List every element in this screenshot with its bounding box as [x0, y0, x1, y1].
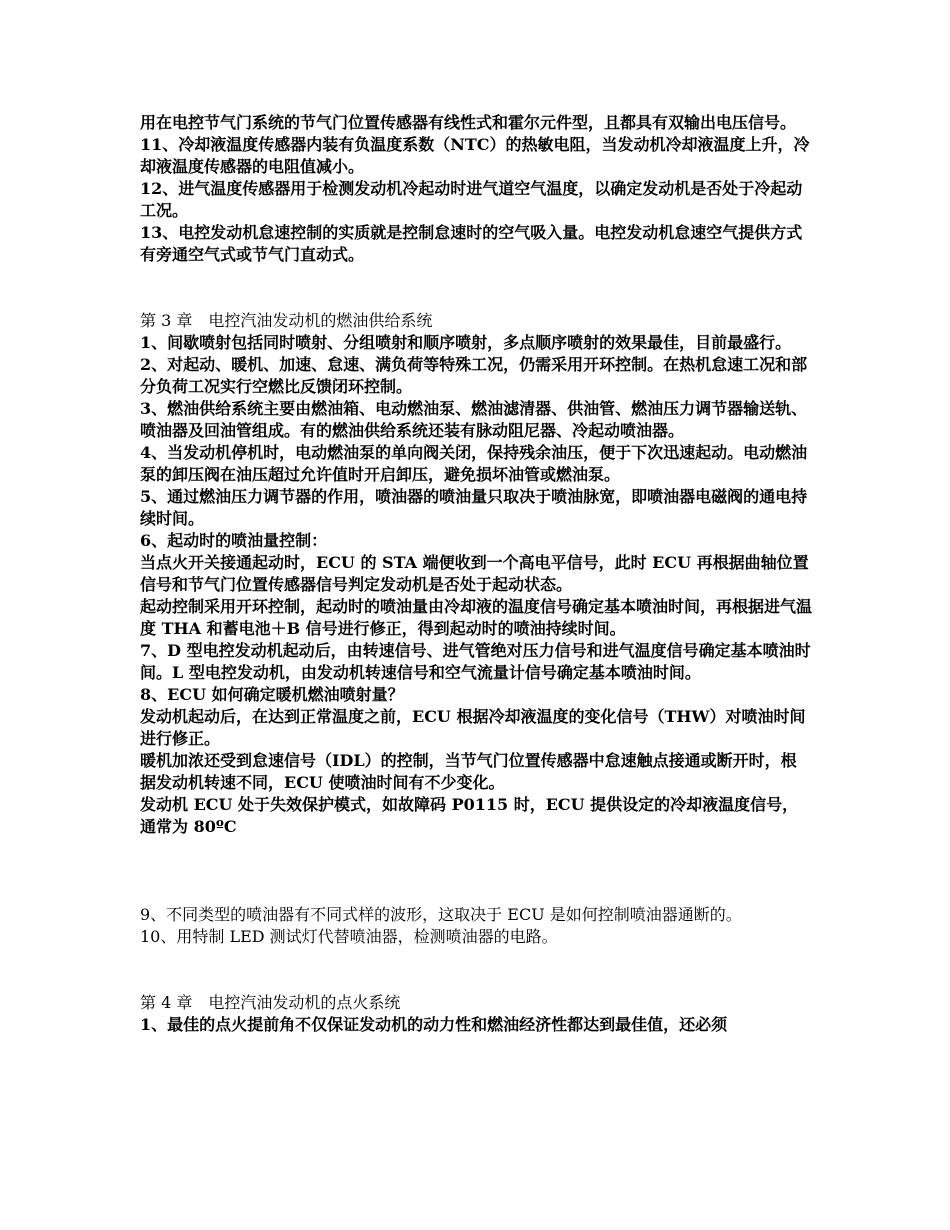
ch3-item-8-detail-a: 发动机起动后，在达到正常温度之前，ECU 根据冷却液温度的变化信号（THW）对喷油时间进行修正。 — [140, 707, 806, 748]
paragraph-item-13: 13、电控发动机怠速控制的实质就是控制怠速时的空气吸入量。电控发动机怠速空气提供方式有旁通空气式或节气门直动式。 — [140, 223, 803, 264]
ch3-item-9: 9、不同类型的喷油器有不同式样的波形，这取决于 ECU 是如何控制喷油器通断的。 — [140, 905, 742, 924]
spacer — [140, 948, 812, 992]
document-page — [140, 112, 812, 1036]
paragraph-item-12: 12、进气温度传感器用于检测发动机冷起动时进气道空气温度，以确定发动机是否处于冷起动工况。 — [140, 179, 803, 220]
spacer — [140, 266, 812, 310]
ch3-item-6-detail-a: 当点火开关接通起动时，ECU 的 STA 端便收到一个高电平信号，此时 ECU 再根据曲轴位置信号和节气门位置传感器信号判定发动机是否处于起动状态。 — [140, 553, 809, 594]
ch3-item-6: 6、起动时的喷油量控制： — [140, 531, 328, 550]
spacer — [140, 838, 812, 904]
chapter-4-heading: 第 4 章 电控汽油发动机的点火系统 — [140, 993, 401, 1012]
paragraph-item-11: 11、冷却液温度传感器内装有负温度系数（NTC）的热敏电阻，当发动机冷却液温度上升，冷却液温度传感器的电阻值减小。 — [140, 135, 810, 176]
paragraph-throttle-sensor: 用在电控节气门系统的节气门位置传感器有线性式和霍尔元件型，且都具有双输出电压信号。 — [140, 113, 797, 132]
ch3-item-2: 2、对起动、暖机、加速、怠速、满负荷等特殊工况，仍需采用开环控制。在热机怠速工况和部分负荷工况实行空燃比反馈闭环控制。 — [140, 355, 808, 396]
ch3-item-8-detail-c: 发动机 ECU 处于失效保护模式，如故障码 P0115 时，ECU 提供设定的冷却液温度信号，通常为 80ºC — [140, 795, 799, 836]
ch3-item-5: 5、通过燃油压力调节器的作用，喷油器的喷油量只取决于喷油脉宽，即喷油器电磁阀的通电持续时间。 — [140, 487, 808, 528]
ch3-item-8-detail-b: 暖机加浓还受到怠速信号（IDL）的控制，当节气门位置传感器中怠速触点接通或断开时，根据发动机转速不同，ECU 使喷油时间有不少变化。 — [140, 751, 797, 792]
ch3-item-6-detail-b: 起动控制采用开环控制，起动时的喷油量由冷却液的温度信号确定基本喷油时间，再根据进气温度 THA 和蓄电池＋B 信号进行修正，得到起动时的喷油持续时间。 — [140, 597, 813, 638]
ch3-item-3: 3、燃油供给系统主要由燃油箱、电动燃油泵、燃油滤清器、供油管、燃油压力调节器输送轨、喷油器及回油管组成。有的燃油供给系统还装有脉动阻尼器、冷起动喷油器。 — [140, 399, 808, 440]
ch3-item-4: 4、当发动机停机时，电动燃油泵的单向阀关闭，保持残余油压，便于下次迅速起动。电动燃油泵的卸压阀在油压超过允许值时开启卸压，避免损坏油管或燃油泵。 — [140, 443, 808, 484]
ch3-item-1: 1、间歇喷射包括同时喷射、分组喷射和顺序喷射，多点顺序喷射的效果最佳，目前最盛行。 — [140, 333, 792, 352]
ch3-item-8: 8、ECU 如何确定暖机燃油喷射量？ — [140, 685, 404, 704]
chapter-3-heading: 第 3 章 电控汽油发动机的燃油供给系统 — [140, 311, 433, 330]
ch3-item-7: 7、D 型电控发动机起动后，由转速信号、进气管绝对压力信号和进气温度信号确定基本喷油时间。L 型电控发动机，由发动机转速信号和空气流量计信号确定基本喷油时间。 — [140, 641, 811, 682]
ch3-item-10: 10、用特制 LED 测试灯代替喷油器，检测喷油器的电路。 — [140, 927, 558, 946]
ch4-item-1: 1、最佳的点火提前角不仅保证发动机的动力性和燃油经济性都达到最佳值，还必须 — [140, 1015, 728, 1034]
